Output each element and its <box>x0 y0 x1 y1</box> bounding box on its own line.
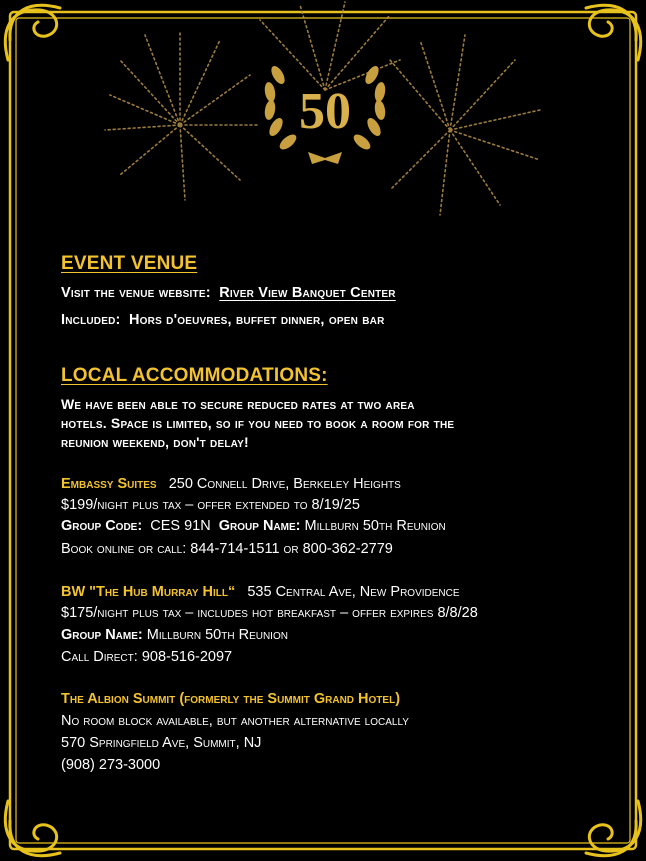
hotel-2-group-name-label: Group Name: <box>61 627 143 643</box>
fireworks-emblem <box>100 0 550 220</box>
hotel-1-group-line <box>61 518 446 534</box>
hotel-2-address: 535 Central Ave, New Providence <box>247 584 460 600</box>
hotel-1-group-code-label: Group Code: <box>61 518 143 534</box>
hotel-1-title-line <box>61 476 401 492</box>
hotel-2-contact: Call Direct: 908-516-2097 <box>61 649 233 665</box>
hotel-3-address: 570 Springfield Ave, Summit, NJ <box>61 735 262 751</box>
hotel-1-group-name: Millburn 50th Reunion <box>304 518 446 534</box>
venue-website-label: Visit the venue website: <box>61 285 211 301</box>
venue-included-line <box>61 312 385 328</box>
venue-included-text: Hors d'oeuvres, buffet dinner, open bar <box>129 312 385 328</box>
venue-website-line <box>61 285 396 301</box>
accommodations-intro-3: reunion weekend, don't delay! <box>61 434 249 450</box>
hotel-3-phone: (908) 273-3000 <box>61 757 161 773</box>
hotel-2-rate: $175/night plus tax – includes hot breakfast – offer expires 8/8/28 <box>61 605 478 621</box>
hotel-3-name: The Albion Summit (formerly the Summit Grand Hotel) <box>61 691 401 707</box>
hotel-2-name: BW "The Hub Murray Hill“ <box>61 584 236 600</box>
hotel-1-contact: Book online or call: 844-714-1511 or 800-362-2779 <box>61 541 393 557</box>
hotel-2-title-line <box>61 584 460 600</box>
venue-website-link[interactable]: River View Banquet Center <box>219 285 396 301</box>
event-venue-heading: EVENT VENUE <box>61 253 198 274</box>
hotel-1-group-code: CES 91N <box>150 518 211 534</box>
hotel-1-group-name-label: Group Name: <box>218 518 301 534</box>
hotel-1-name: Embassy Suites <box>61 476 157 492</box>
accommodations-intro-2: hotels. Space is limited, so if you need to book a room for the <box>61 415 455 431</box>
accommodations-heading: LOCAL ACCOMMODATIONS: <box>61 365 328 386</box>
hotel-1-rate: $199/night plus tax – offer extended to 8/19/25 <box>61 497 360 513</box>
hotel-3-title-line <box>61 691 400 707</box>
hotel-3-note: No room block available, but another alternative locally <box>61 713 409 729</box>
emblem-number: 50 <box>299 83 351 140</box>
hotel-2-group-name: Millburn 50th Reunion <box>146 627 288 643</box>
venue-included-label: Included: <box>61 312 121 328</box>
hotel-1-address: 250 Connell Drive, Berkeley Heights <box>168 476 401 492</box>
hotel-2-group-line <box>61 627 288 643</box>
accommodations-intro-1: We have been able to secure reduced rates at two area <box>61 396 415 412</box>
